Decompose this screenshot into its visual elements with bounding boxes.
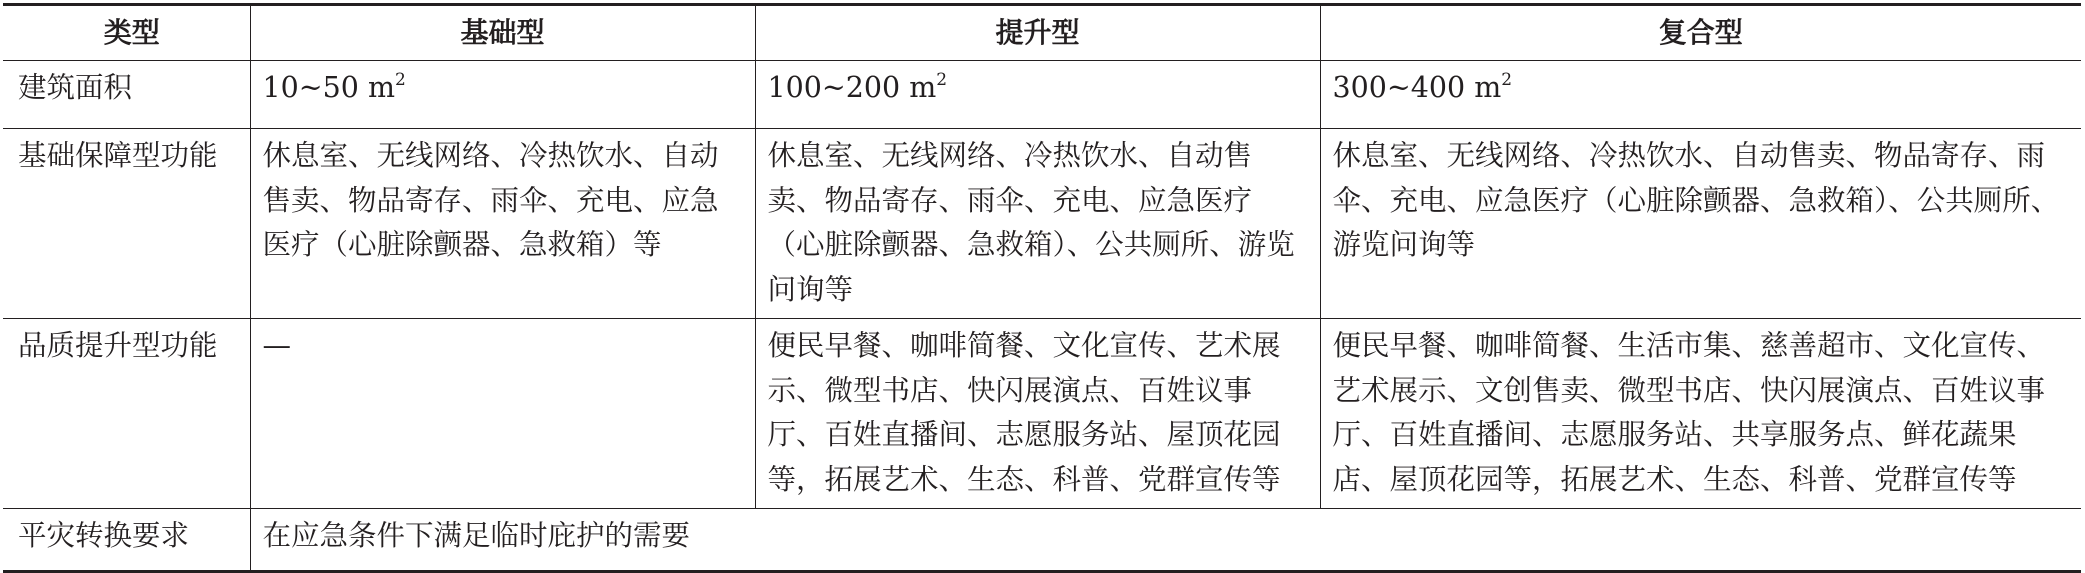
- area-basic-value: 10~50 m: [262, 71, 395, 104]
- header-upgrade: 提升型: [755, 5, 1320, 61]
- row-area: [3, 61, 2081, 129]
- row-disaster: [3, 509, 2081, 572]
- row-quality-functions-label: 品质提升型功能: [3, 319, 250, 509]
- spec-table: [3, 3, 2081, 573]
- area-upgrade-value: 100~200 m: [767, 71, 937, 104]
- area-basic-unit-sup: 2: [395, 69, 406, 90]
- row-quality-functions: [3, 319, 2081, 509]
- row-basic-functions: [3, 129, 2081, 319]
- area-basic: [250, 61, 755, 129]
- basic-functions-basic: 休息室、无线网络、冷热饮水、自动售卖、物品寄存、雨伞、充电、应急医疗（心脏除颤器、急救箱）等: [250, 129, 755, 319]
- area-composite-unit-sup: 2: [1501, 69, 1513, 90]
- area-upgrade-unit-sup: 2: [936, 69, 948, 90]
- header-row: [3, 5, 2081, 61]
- quality-functions-composite: 便民早餐、咖啡简餐、生活市集、慈善超市、文化宣传、艺术展示、文创售卖、微型书店、快闪展演点、百姓议事厅、百姓直播间、志愿服务站、共享服务点、鲜花蔬果店、屋顶花园等，拓展艺术、生态、科普、党群宣传等: [1320, 319, 2081, 509]
- row-basic-functions-label: 基础保障型功能: [3, 129, 250, 319]
- disaster-value: 在应急条件下满足临时庇护的需要: [250, 509, 2081, 572]
- area-composite: [1320, 61, 2081, 129]
- basic-functions-upgrade: 休息室、无线网络、冷热饮水、自动售卖、物品寄存、雨伞、充电、应急医疗（心脏除颤器、急救箱）、公共厕所、游览问询等: [755, 129, 1320, 319]
- header-basic: 基础型: [250, 5, 755, 61]
- header-composite: 复合型: [1320, 5, 2081, 61]
- basic-functions-composite: 休息室、无线网络、冷热饮水、自动售卖、物品寄存、雨伞、充电、应急医疗（心脏除颤器、急救箱）、公共厕所、游览问询等: [1320, 129, 2081, 319]
- row-disaster-label: 平灾转换要求: [3, 509, 250, 572]
- area-upgrade: [755, 61, 1320, 129]
- quality-functions-basic: —: [250, 319, 755, 509]
- header-type: 类型: [3, 5, 250, 61]
- row-area-label: 建筑面积: [3, 61, 250, 129]
- quality-functions-upgrade: 便民早餐、咖啡简餐、文化宣传、艺术展示、微型书店、快闪展演点、百姓议事厅、百姓直播间、志愿服务站、屋顶花园等，拓展艺术、生态、科普、党群宣传等: [755, 319, 1320, 509]
- area-composite-value: 300~400 m: [1332, 71, 1502, 104]
